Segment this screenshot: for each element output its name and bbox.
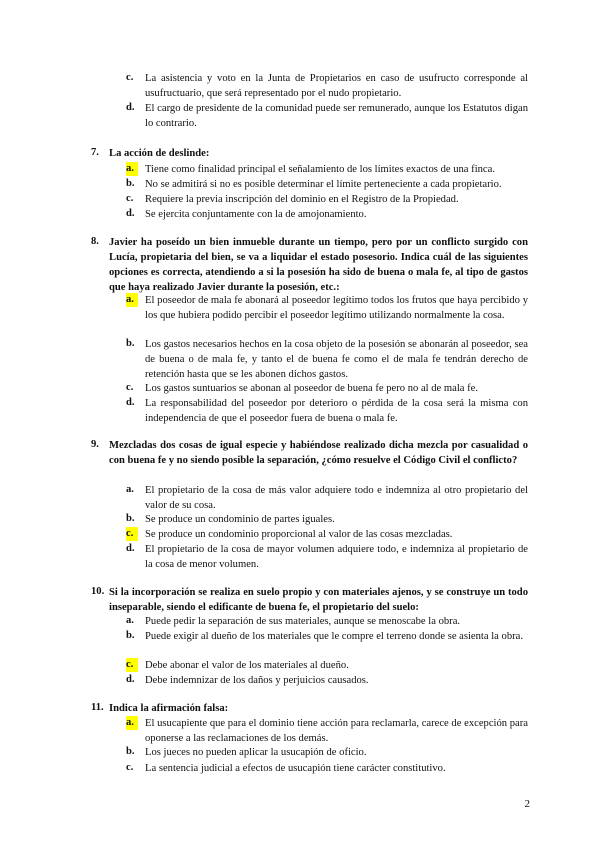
option-text: El usucapiente que para el dominio tiene acción para reclamarla, carece de excepción para oponerse a las reclamaciones de los demás.	[145, 718, 528, 744]
option-letter: d.	[126, 208, 135, 219]
question-number: 8.	[91, 236, 99, 247]
option-text: Los gastos suntuarios se abonan al poseedor de buena fe pero no al de mala fe.	[145, 383, 479, 394]
option-letter: a.	[126, 716, 138, 730]
option-text: La sentencia judicial a efectos de usucapión tiene carácter constitutivo.	[145, 763, 446, 774]
option-letter: c.	[126, 762, 134, 773]
option-letter: d.	[126, 543, 135, 554]
question-number: 11.	[91, 702, 104, 713]
option-letter: b.	[126, 630, 135, 641]
option-letter: c.	[126, 193, 134, 204]
option-text: Se produce un condominio de partes iguales.	[145, 514, 335, 525]
option-text: El propietario de la cosa de más valor adquiere todo e indemniza al otro propietario del valor de su cosa.	[145, 485, 528, 511]
question-text: Indica la afirmación falsa:	[109, 703, 229, 714]
option-text: Se produce un condominio proporcional al valor de las cosas mezcladas.	[145, 529, 453, 540]
page-number: 2	[524, 798, 530, 810]
option-letter: c.	[126, 658, 138, 672]
option-text: Los jueces no pueden aplicar la usucapión de oficio.	[145, 747, 367, 758]
option-text: Puede pedir la separación de sus materiales, aunque se menoscabe la obra.	[145, 616, 461, 627]
question-number: 9.	[91, 439, 99, 450]
question-text: La acción de deslinde:	[109, 148, 210, 159]
option-letter: b.	[126, 178, 135, 189]
option-text: El propietario de la cosa de mayor volumen adquiere todo, e indemniza al propietario de la cosa de menor volumen.	[145, 544, 528, 570]
option-letter: c.	[126, 382, 134, 393]
option-text: Puede exigir al dueño de los materiales que le compre el terreno donde se asienta la obra.	[145, 631, 523, 642]
option-letter: a.	[126, 293, 138, 307]
option-text: El poseedor de mala fe abonará al poseedor legítimo todos los frutos que haya percibido y los que hubiera podido percibir el poseedor legítimo utilizando normalmente la cosa.	[145, 295, 528, 321]
question-number: 10.	[91, 586, 105, 597]
option-letter: d.	[126, 102, 135, 113]
option-text: Debe indemnizar de los daños y perjuicios causados.	[145, 675, 369, 686]
question-number: 7.	[91, 147, 99, 158]
option-text: Se ejercita conjuntamente con la de amojonamiento.	[145, 209, 367, 220]
option-text: Los gastos necesarios hechos en la cosa objeto de la posesión se abonarán al poseedor, sea de buena o de mala fe, y tanto el de buena fe como el de mala fe tendrán derecho de retención hasta que se les abonen dichos gastos.	[145, 339, 528, 380]
option-letter: a.	[126, 484, 134, 495]
question-text: Mezcladas dos cosas de igual especie y habiéndose realizado dicha mezcla por casualidad o con buena fe y no siendo posible la separación, ¿cómo resuelve el Código Civil el conflicto?	[109, 440, 528, 466]
option-text: El cargo de presidente de la comunidad puede ser remunerado, aunque los Estatutos digan lo contrario.	[145, 103, 528, 129]
option-letter: b.	[126, 338, 135, 349]
option-letter: d.	[126, 397, 135, 408]
option-letter: d.	[126, 674, 135, 685]
option-letter: b.	[126, 746, 135, 757]
option-letter: c.	[126, 527, 138, 541]
option-text: La responsabilidad del poseedor por deterioro o pérdida de la cosa será la misma con independencia de que el poseedor fuera de buena o mala fe.	[145, 398, 528, 424]
option-letter: a.	[126, 162, 138, 176]
option-text: La asistencia y voto en la Junta de Propietarios en caso de usufructo corresponde al usufructuario, que será representado por el nudo propietario.	[145, 73, 528, 99]
option-text: Requiere la previa inscripción del dominio en el Registro de la Propiedad.	[145, 194, 459, 205]
option-text: No se admitirá si no es posible determinar el límite perteneciente a cada propietario.	[145, 179, 502, 190]
option-letter: a.	[126, 615, 134, 626]
question-text: Javier ha poseído un bien inmueble durante un tiempo, pero por un conflicto surgido con Lucía, propietaria del bien, se va a liquidar el estado posesorio. Indica cuál de las siguientes opciones es correcta, atendiendo a si la posesión ha sido de buena o mala fe, al tipo de gastos que haya realizado Javier durante la posesión, etc.:	[109, 237, 528, 293]
option-text: Tiene como finalidad principal el señalamiento de los límites exactos de una finca.	[145, 164, 495, 175]
option-text: Debe abonar el valor de los materiales al dueño.	[145, 660, 349, 671]
question-text: Si la incorporación se realiza en suelo propio y con materiales ajenos, y se construye un todo inseparable, siendo el edificante de buena fe, el propietario del suelo:	[109, 587, 528, 613]
option-letter: c.	[126, 72, 134, 83]
option-letter: b.	[126, 513, 135, 524]
